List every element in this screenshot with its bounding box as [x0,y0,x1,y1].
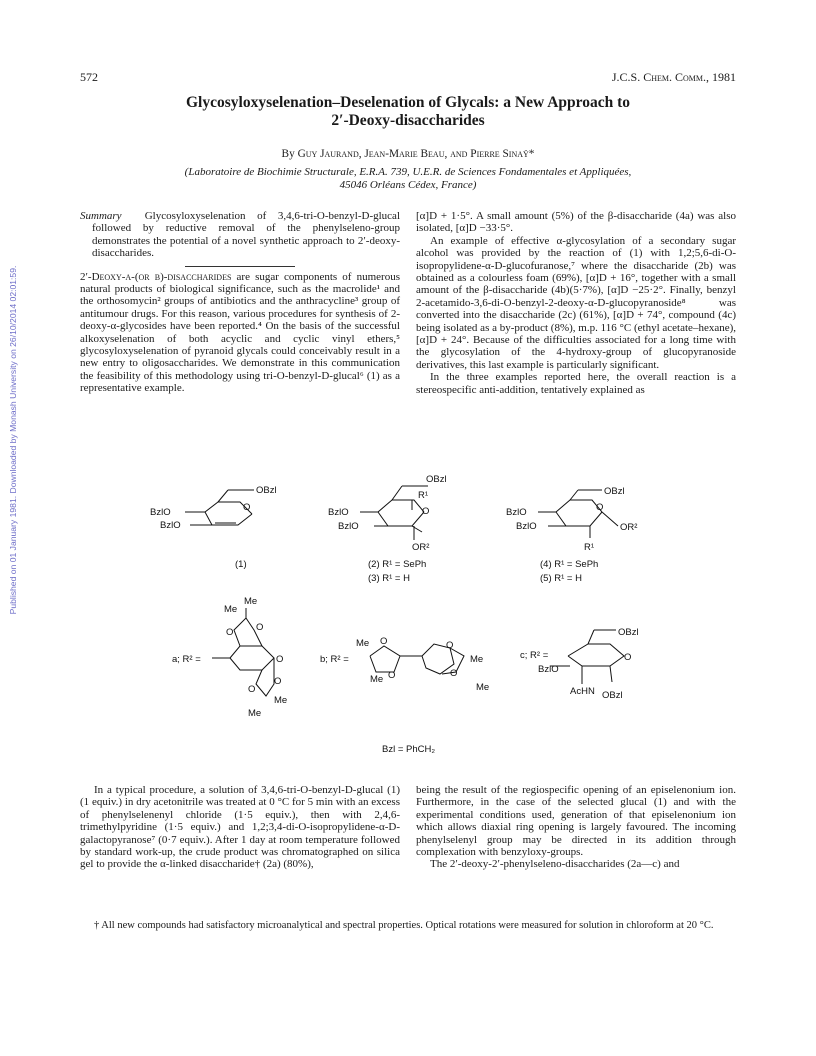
footnote: † All new compounds had satisfactory microanalytical and spectral properties. Optical rotations were measured for solution in chloroform at 20 °C. [94,920,714,931]
compound-1-structure [150,485,277,570]
substituent-c-structure [520,627,639,701]
download-notice [6,220,20,660]
episelenonium-paragraph: being the result of the regiospecific opening of an episelenonium ion. Furthermore, in the case of the selected glucal (1) and with the experimental conditions used, generation of that episelenonium ion which allows diaxial ring opening is largely favoured. The incoming phenylselenyl group may be directed in its addition through complexation with benzyloxy-groups. [416,784,736,859]
compound-2-structure [328,474,447,584]
b-label: b; R² = [320,654,349,665]
bzl-definition: Bzl = PhCH₂ [382,744,436,755]
affiliation-line-2: 45046 Orléans Cédex, France) [339,179,477,191]
summary-text: Glycosyloxyselenation of 3,4,6-tri-O-benzyl-D-glucal followed by reductive removal of the phenylseleno-group demonstrates the potential of a novel synthetic approach to 2′-deoxy-disaccharides. [92,210,400,260]
compound-3-label: (3) R¹ = H [368,573,410,584]
c-obzl-top: OBzl [618,627,639,638]
article-title [80,94,736,130]
c1-ring-o: O [243,502,251,513]
compound-4-structure [506,486,637,584]
compound-1-label: (1) [235,559,247,570]
download-notice-text[interactable]: Published on 01 January 1981. Downloaded by Monash University on 26/10/2014 02:01:59. [8,265,18,615]
a-label: a; R² = [172,654,201,665]
c-achn: AcHN [570,686,595,697]
substituent-b-structure [320,636,489,693]
b-me-3: Me [470,654,484,665]
authors-prefix: By [281,148,295,160]
a-me-2: Me [244,596,258,607]
page-number: 572 [80,70,98,84]
title-line-1: Glycosyloxyselenation–Deselenation of Glycals: a New Approach to [185,94,631,111]
rotation-paragraph: [α]D + 1·5°. A small amount (5%) of the β-disaccharide (4a) was also isolated, [α]D −33·5°. [416,210,736,235]
c2-bzlo-2: BzlO [338,521,359,532]
reaction-scheme [150,470,710,760]
column-right-top [416,210,736,396]
compound-4-label: (4) R¹ = SePh [540,559,599,570]
intro-lead: 2′-Deoxy-α-(or β)-disaccharides [80,270,232,283]
c2-or2: OR² [412,542,430,553]
a-o-4: O [274,676,282,687]
a-o-3: O [248,684,256,695]
procedure-paragraph: In a typical procedure, a solution of 3,4,6-tri-O-benzyl-D-glucal (1) (1 equiv.) in dry acetonitrile was treated at 0 °C for 5 min with an excess of phenylselenenyl chloride (1·5 equiv.), then with 2,4,6-trimethylpyridine (1·5 equiv.) and 1,2;3,4-di-O-isopropylidene-α-D-galactopyranose⁷ (0·7 equiv.). After 1 day at room temperature followed by standard work-up, the crude product was chromatographed on silica gel to provide the α-linked disaccharide† (2a) (80%), [80,784,400,871]
a-me-4: Me [248,708,262,719]
a-ring-o: O [276,654,284,665]
column-left-top [80,210,400,395]
c4-bzlo-2: BzlO [516,521,537,532]
b-me-4: Me [476,682,490,693]
c1-bzlo-1: BzlO [150,507,171,518]
c4-r1: R¹ [584,542,595,553]
journal-name: J.C.S. Chem. Comm., 1981 [611,70,736,84]
c-obzl-bottom: OBzl [602,690,623,701]
column-left-bottom [80,784,400,871]
stereospecific-paragraph: In the three examples reported here, the overall reaction is a stereospecific anti-addition, tentatively explained as [416,371,736,396]
b-o-2: O [388,670,396,681]
c-ring-o: O [624,652,632,663]
author-names: Guy Jaurand, Jean-Marie Beau, and Pierre Sinaÿ* [297,148,535,160]
a-o-2: O [256,622,264,633]
intro-text: are sugar components of numerous natural products of biological significance, such as the macrolide¹ and the orthosomycin² groups of antibiotics and the anthracycline³ group of antitumour drugs. For this reason, various procedures for synthesis of 2-deoxy-α-glycosides have been reported.⁴ On the basis of the successful alkoxyselenation of both acyclic and cyclic vinyl ethers,⁵ glycosyloxyselenation of pyranoid glycals could conceivably result in a new entry to oligosaccharides. We demonstrate in this communication the feasibility of this methodology using tri-O-benzyl-D-glucal⁶ (1) as a representative example. [80,270,400,395]
a-me-3: Me [274,695,288,706]
c4-bzlo-1: BzlO [506,507,527,518]
c1-bzlo-2: BzlO [160,520,181,531]
compound-5-label: (5) R¹ = H [540,573,582,584]
a-o-1: O [226,627,234,638]
c-label: c; R² = [520,650,549,661]
glycosylation-paragraph: An example of effective α-glycosylation of a secondary sugar alcohol was provided by the reaction of (1) with 1,2;5,6-di-O-isopropylidene-α-D-glucofuranose,⁷ where the disaccharide (2b) was obtained as a colourless foam (69%), [α]D + 16°, together with a small amount of the β-disaccharide (4b)(5·7%), [α]D −25·2°. Finally, benzyl 2-acetamido-3,6-di-O-benzyl-2-deoxy-α-D-glucopyranoside⁸ was converted into the disaccharide (2c) (61%), [α]D + 74°, compound (4c) being isolated as a by-product (8%), m.p. 116 °C (ethyl acetate–hexane), [α]D + 24°. Because of the difficulties associated for a long time with the glycosylation of the 4-hydroxy-group of glucopyranoside derivatives, this last example is particularly significant. [416,234,736,371]
c4-or2: OR² [620,522,638,533]
substituent-a-structure [172,596,287,719]
affiliation [80,166,736,192]
summary-label: Summary [80,210,122,222]
title-line-2: 2′-Deoxy-disaccharides [331,112,485,129]
b-o-1: O [380,636,388,647]
author-line [80,148,736,160]
c-bzlo: BzlO [538,664,559,675]
column-right-bottom [416,784,736,871]
b-me-1: Me [356,638,370,649]
summary-paragraph [80,210,400,260]
a-me-1: Me [224,604,238,615]
c1-obzl: OBzl [256,485,277,496]
intro-paragraph [80,271,400,395]
deoxy-paragraph: The 2′-deoxy-2′-phenylseleno-disaccharides (2a—c) and [430,858,680,871]
c2-bzlo-1: BzlO [328,507,349,518]
c4-obzl: OBzl [604,486,625,497]
affiliation-line-1: (Laboratoire de Biochimie Structurale, E.R.A. 739, U.E.R. de Sciences Fondamentales et Appliquées, [184,166,632,178]
compound-2-label: (2) R¹ = SePh [368,559,427,570]
b-ring-o: O [446,640,454,651]
c4-ring-o: O [596,502,604,513]
c2-r1: R¹ [418,490,429,501]
c2-obzl: OBzl [426,474,447,485]
b-o-3: O [450,668,458,679]
b-me-2: Me [370,674,384,685]
summary-divider [185,266,295,267]
c2-ring-o: O [422,506,430,517]
